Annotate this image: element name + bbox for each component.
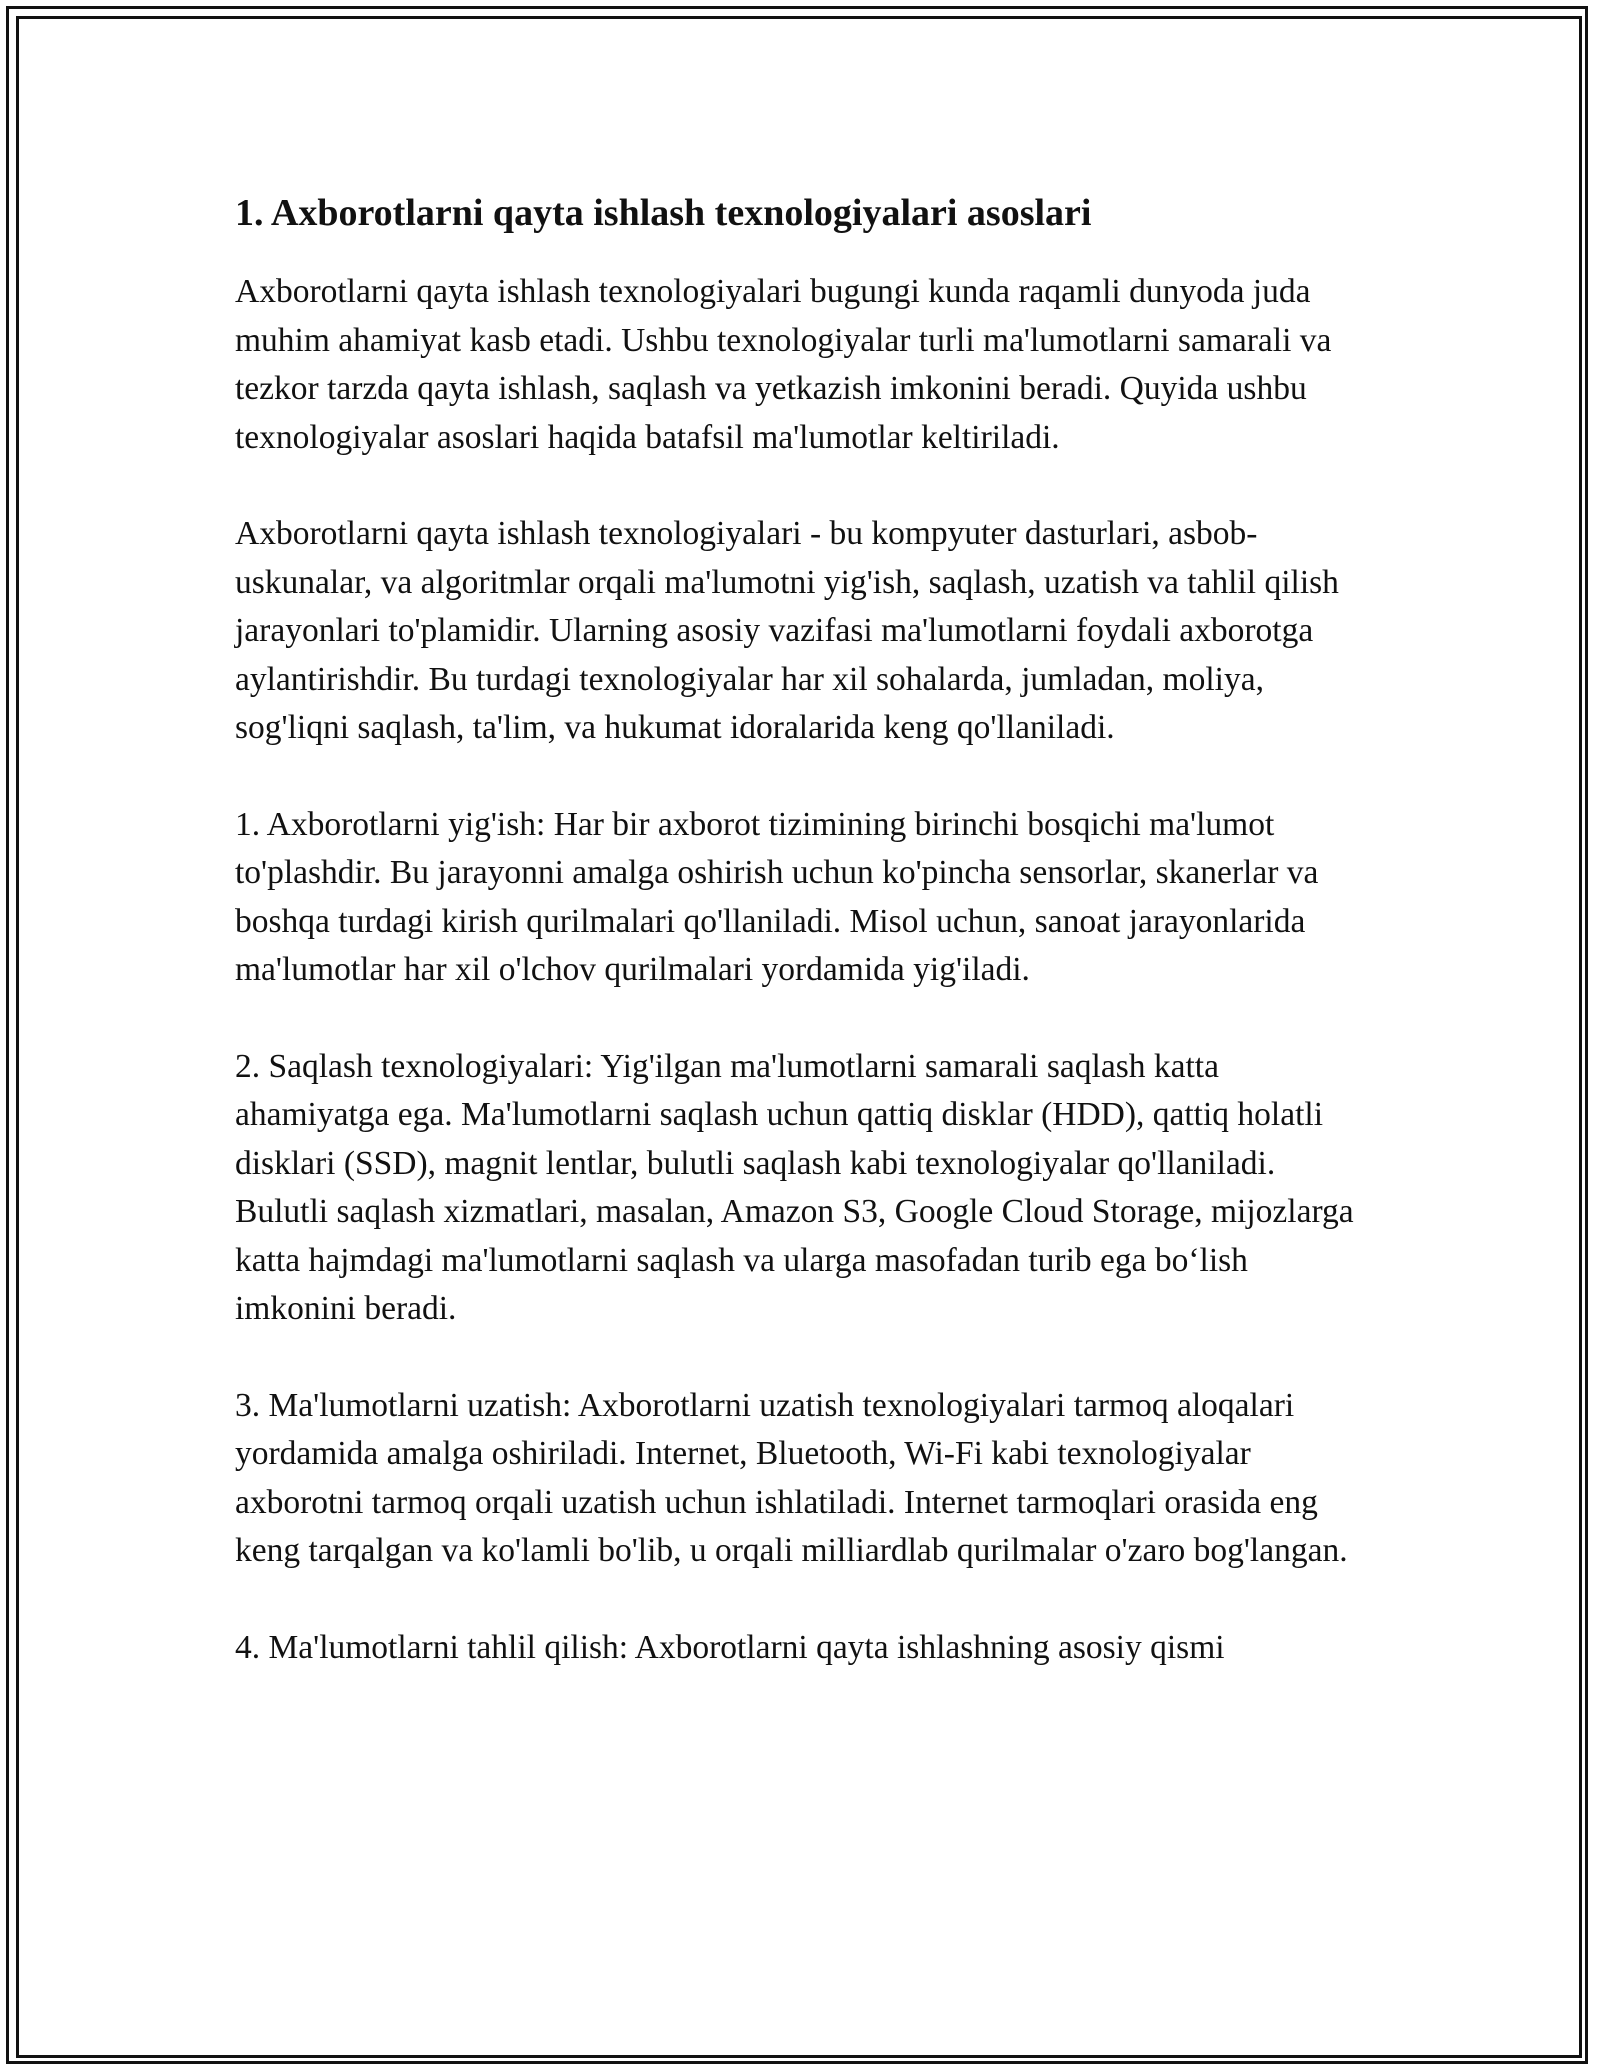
- document-body: [235, 188, 1365, 1720]
- document-title: 1. Axborotlarni qayta ishlash texnologiyalari asoslari: [235, 192, 1092, 234]
- paragraph-data-collection: 1. Axborotlarni yig'ish: Har bir axborot tizimining birinchi bosqichi ma'lumot to'plashdir. Bu jarayonni amalga oshirish uchun ko'pincha sensorlar, skanerlar va boshqa turdagi kirish qurilmalari qo'llaniladi. Misol uchun, sanoat jarayonlarida ma'lumotlar har xil o'lchov qurilmalari yordamida yig'iladi.: [235, 805, 1319, 988]
- paragraph-transmission: 3. Ma'lumotlarni uzatish: Axborotlarni uzatish texnologiyalari tarmoq aloqalari yordamida amalga oshiriladi. Internet, Bluetooth, Wi-Fi kabi texnologiyalar axborotni tarmoq orqali uzatish uchun ishlatiladi. Internet tarmoqlari orasida eng keng tarqalgan va ko'lamli bo'lib, u orqali milliardlab qurilmalar o'zaro bog'langan.: [235, 1386, 1348, 1569]
- paragraph-storage: 2. Saqlash texnologiyalari: Yig'ilgan ma'lumotlarni samarali saqlash katta ahamiyatga ega. Ma'lumotlarni saqlash uchun qattiq disklar (HDD), qattiq holatli disklari (SSD), magnit lentlar, bulutli saqlash kabi texnologiyalar qo'llaniladi. Bulutli saqlash xizmatlari, masalan, Amazon S3, Google Cloud Storage, mijozlarga katta hajmdagi ma'lumotlarni saqlash va ularga masofadan turib ega bo‘lish imkonini beradi.: [235, 1047, 1354, 1327]
- paragraph-analysis: 4. Ma'lumotlarni tahlil qilish: Axborotlarni qayta ishlashning asosiy qismi: [235, 1628, 1225, 1666]
- paragraph-definition: Axborotlarni qayta ishlash texnologiyalari - bu kompyuter dasturlari, asbob-uskunalar, va algoritmlar orqali ma'lumotni yig'ish, saqlash, uzatish va tahlil qilish jarayonlari to'plamidir. Ularning asosiy vazifasi ma'lumotlarni foydali axborotga aylantirishdir. Bu turdagi texnologiyalar har xil sohalarda, jumladan, moliya, sog'liqni saqlash, ta'lim, va hukumat idoralarida keng qo'llaniladi.: [235, 515, 1339, 746]
- paragraph-intro: Axborotlarni qayta ishlash texnologiyalari bugungi kunda raqamli dunyoda juda muhim ahamiyat kasb etadi. Ushbu texnologiyalar turli ma'lumotlarni samarali va tezkor tarzda qayta ishlash, saqlash va yetkazish imkonini beradi. Quyida ushbu texnologiyalar asoslari haqida batafsil ma'lumotlar keltiriladi.: [235, 273, 1332, 456]
